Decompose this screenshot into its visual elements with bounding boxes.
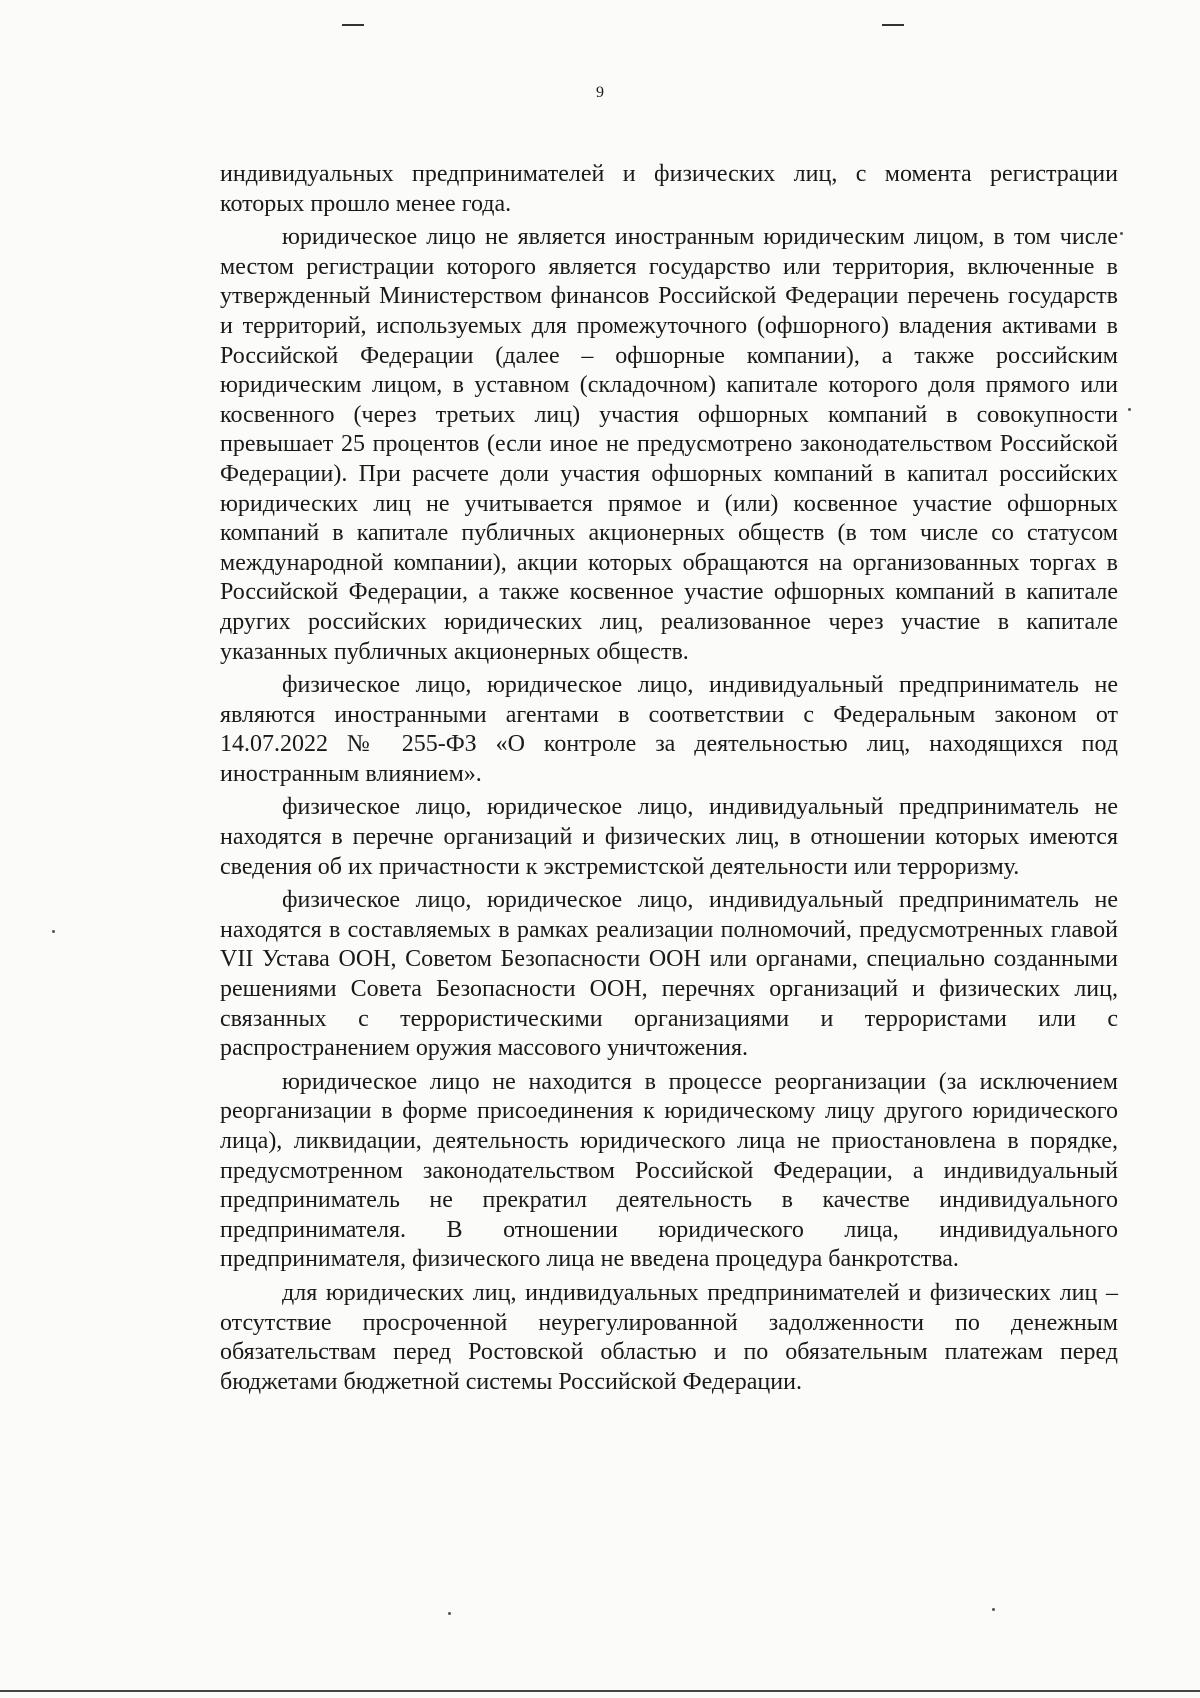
paragraph-debt: для юридических лиц, индивидуальных предпринимателей и физических лиц – отсутствие просроченной неурегулированной задолженности по денежным обязательствам перед Ростовской областью и по обязательным платежам перед бюджетами бюджетной системы Российской Федерации.	[220, 1279, 1118, 1395]
paragraph-un-sanctions: физическое лицо, юридическое лицо, индивидуальный предприниматель не находятся в составляемых в рамках реализации полномочий, предусмотренных главой VII Устава ООН, Советом Безопасности ООН или органами, специально созданными решениями Совета Безопасности ООН, перечнях организаций и физических лиц, связанных с террористическими организациями и террористами или с распространением оружия массового уничтожения.	[220, 887, 1118, 1062]
paragraph-offshore: юридическое лицо не является иностранным юридическим лицом, в том числе местом регистрации которого является государство или территория, включенные в утвержденный Министерством финансов Российской Федерации перечень государств и территорий, используемых для промежуточного (офшорного) владения активами в Российской Федерации (далее – офшорные компании), а также российским юридическим лицом, в уставном (складочном) капитале которого доля прямого или косвенного (через третьих лиц) участия офшорных компаний в совокупности превышает 25 процентов (если иное не предусмотрено законодательством Российской Федерации). При расчете доли участия офшорных компаний в капитал российских юридических лиц не учитывается прямое и (или) косвенное участие офшорных компаний в капитале публичных акционерных обществ (в том числе со статусом международной компании), акции которых обращаются на организованных торгах в Российской Федерации, а также косвенное участие офшорных компаний в капитале других российских юридических лиц, реализованное через участие в капитале указанных публичных акционерных обществ.	[220, 224, 1118, 665]
paragraph-continuation: индивидуальных предпринимателей и физических лиц, с момента регистрации которых прошло менее года.	[220, 161, 1118, 217]
scan-mark-left	[342, 24, 364, 26]
scan-speck	[992, 1608, 995, 1611]
paragraph-reorganization: юридическое лицо не находится в процессе реорганизации (за исключением реорганизации в форме присоединения к юридическому лицу другого юридического лица), ликвидации, деятельность юридического лица не приостановлена в порядке, предусмотренном законодательством Российской Федерации, а индивидуальный предприниматель не прекратил деятельность в качестве индивидуального предпринимателя. В отношении юридического лица, индивидуального предпринимателя, физического лица не введена процедура банкротства.	[220, 1068, 1118, 1273]
scan-mark-right	[882, 24, 904, 26]
page-number: 9	[596, 84, 604, 101]
scan-bottom-edge	[0, 1690, 1200, 1692]
scan-speck	[1120, 232, 1123, 235]
scan-speck	[1128, 408, 1131, 411]
paragraph-foreign-agents: физическое лицо, юридическое лицо, индивидуальный предприниматель не являются иностранными агентами в соответствии с Федеральным законом от 14.07.2022 № 255-ФЗ «О контроле за деятельностью лиц, находящихся под иностранным влиянием».	[220, 672, 1118, 787]
scan-speck	[52, 930, 55, 933]
scan-speck	[448, 1612, 451, 1615]
document-body	[220, 160, 1118, 1401]
paragraph-extremism: физическое лицо, юридическое лицо, индивидуальный предприниматель не находятся в перечне организаций и физических лиц, в отношении которых имеются сведения об их причастности к экстремистской деятельности или терроризму.	[220, 794, 1118, 880]
